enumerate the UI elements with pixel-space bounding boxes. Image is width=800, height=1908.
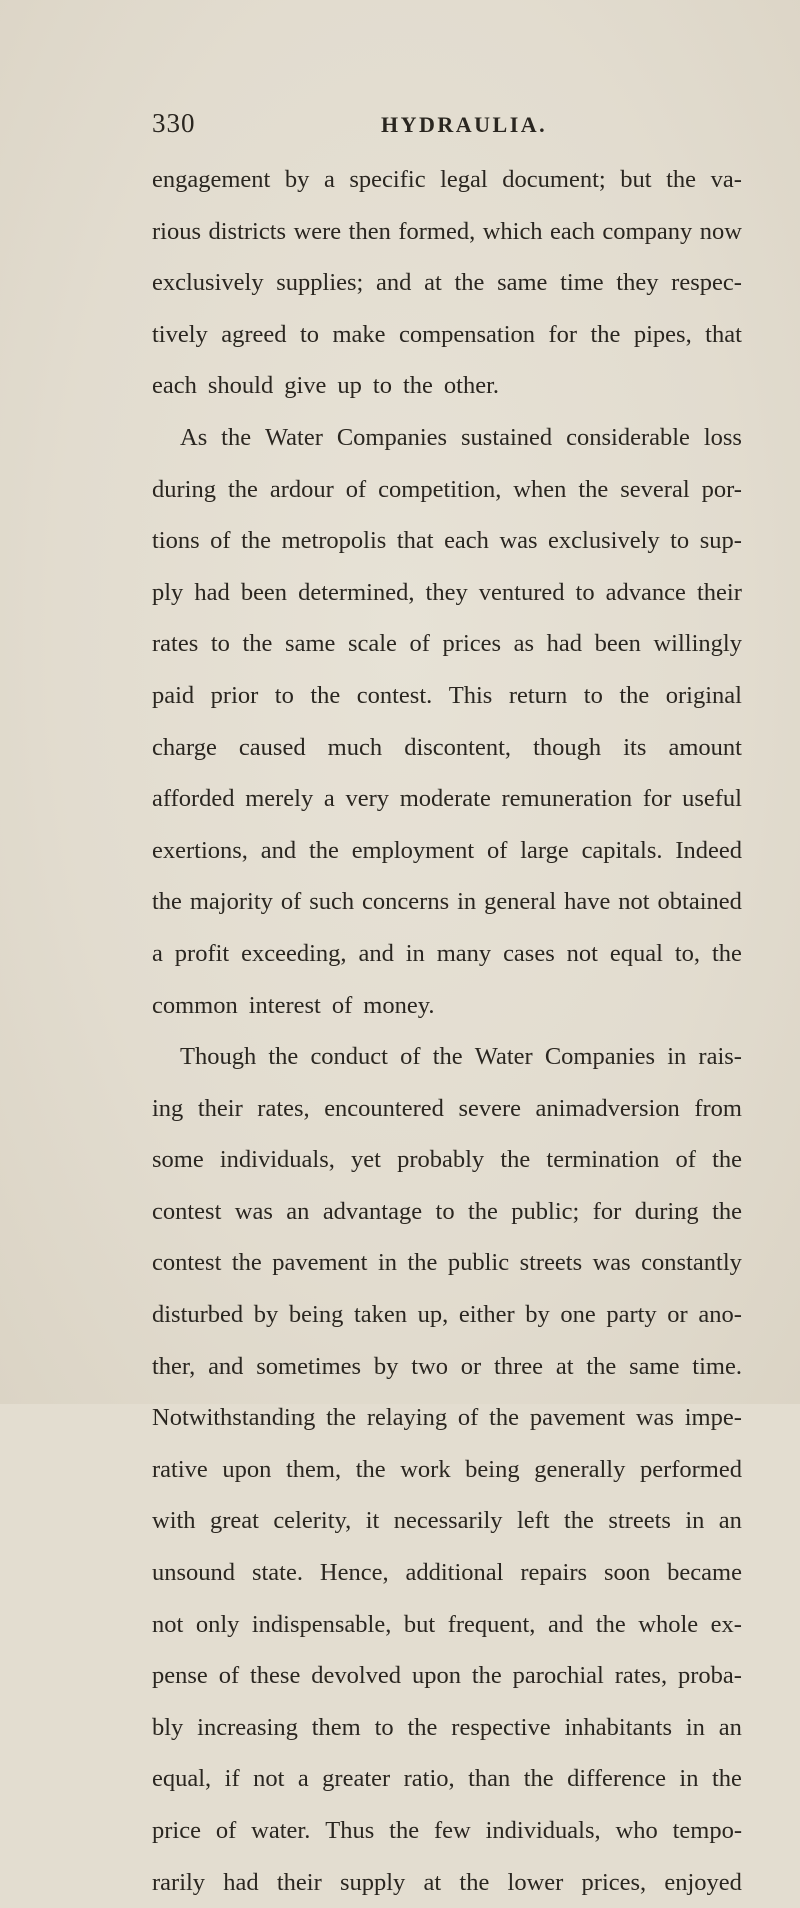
text-line: As the Water Companies sustained considerable loss xyxy=(180,423,742,451)
text-line: disturbed by being taken up, either by one party or ano- xyxy=(152,1301,742,1329)
text-line: each should give up to the other. xyxy=(152,372,500,400)
text-line: rative upon them, the work being generally performed xyxy=(152,1455,742,1483)
text-line: rious districts were then formed, which each company now xyxy=(152,217,742,245)
text-line: contest was an advantage to the public; for during the xyxy=(152,1197,742,1225)
text-line: a profit exceeding, and in many cases not equal to, the xyxy=(152,939,742,967)
text-line: rarily had their supply at the lower prices, enjoyed xyxy=(152,1868,742,1896)
text-line: common interest of money. xyxy=(152,991,435,1019)
text-line: unsound state. Hence, additional repairs soon became xyxy=(152,1559,742,1587)
text-line: ply had been determined, they ventured to advance their xyxy=(152,578,742,606)
body-text xyxy=(152,154,742,1908)
text-line: afforded merely a very moderate remuneration for useful xyxy=(152,785,742,813)
text-line: exclusively supplies; and at the same time they respec- xyxy=(152,269,742,297)
text-line: exertions, and the employment of large capitals. Indeed xyxy=(152,836,742,864)
text-line: the majority of such concerns in general have not obtained xyxy=(152,888,742,916)
text-line: paid prior to the contest. This return to the original xyxy=(152,681,742,709)
text-line: some individuals, yet probably the termination of the xyxy=(152,1146,742,1174)
text-line: pense of these devolved upon the parochial rates, proba- xyxy=(152,1662,742,1690)
text-line: ing their rates, encountered severe animadversion from xyxy=(152,1094,742,1122)
text-line: engagement by a specific legal document; but the va- xyxy=(152,166,742,193)
text-line: bly increasing them to the respective inhabitants in an xyxy=(152,1713,742,1741)
page-header xyxy=(152,108,742,148)
text-line: tions of the metropolis that each was exclusively to sup- xyxy=(152,527,742,555)
text-line: ther, and sometimes by two or three at the same time. xyxy=(152,1352,742,1380)
text-line: equal, if not a greater ratio, than the difference in the xyxy=(152,1765,742,1793)
page-number: 330 xyxy=(152,108,196,138)
text-line: during the ardour of competition, when the several por- xyxy=(152,475,742,503)
text-line: Notwithstanding the relaying of the pavement was impe- xyxy=(152,1404,742,1432)
text-line: rates to the same scale of prices as had been willingly xyxy=(152,630,742,658)
text-line: not only indispensable, but frequent, and the whole ex- xyxy=(152,1610,742,1638)
text-line: tively agreed to make compensation for the pipes, that xyxy=(152,320,742,348)
text-line: price of water. Thus the few individuals, who tempo- xyxy=(152,1817,742,1844)
running-title: HYDRAULIA. xyxy=(381,112,548,137)
text-line: contest the pavement in the public streets was constantly xyxy=(152,1249,742,1277)
text-line: with great celerity, it necessarily left the streets in an xyxy=(152,1507,742,1535)
text-line: Though the conduct of the Water Companies in rais- xyxy=(180,1043,742,1071)
text-line: charge caused much discontent, though its amount xyxy=(152,733,742,761)
